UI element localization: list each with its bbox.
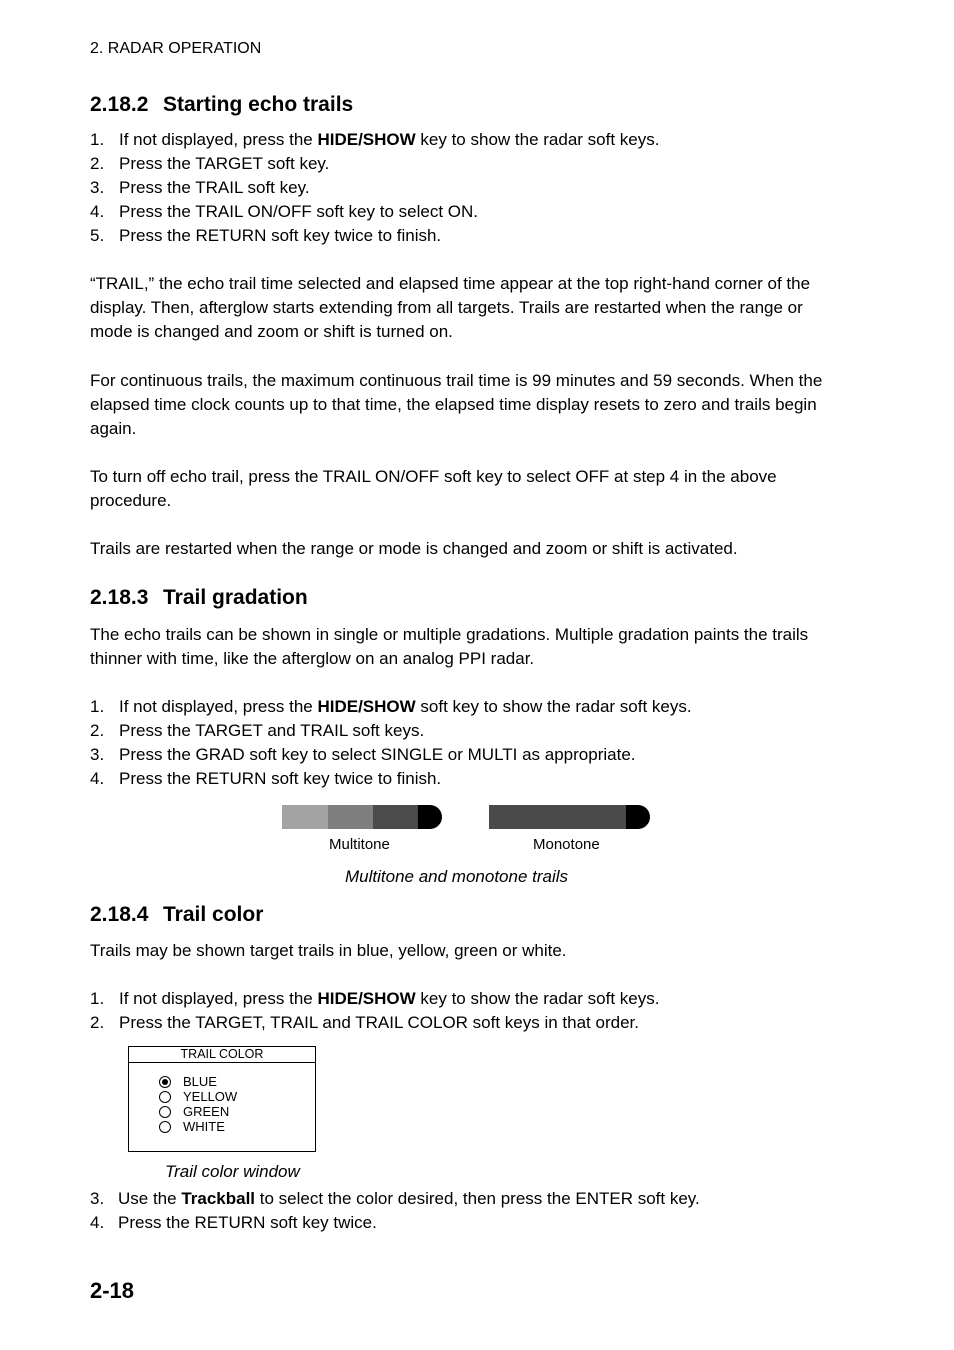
page-number: 2-18 (90, 1278, 135, 1303)
step-number: 2. (90, 154, 105, 173)
key-name: HIDE/SHOW (317, 989, 416, 1008)
radio-icon[interactable] (159, 1106, 171, 1118)
step-item: 2. Press the TARGET, TRAIL and TRAIL COLOR soft keys in that order. (90, 1011, 659, 1035)
step-number: 3. (90, 1189, 105, 1208)
section-heading-2-18-3 (90, 586, 308, 610)
step-number: 2. (90, 1013, 105, 1032)
step-item: 3. Use the Trackball to select the color desired, then press the ENTER soft key. (90, 1187, 700, 1211)
step-item: 3. Press the TRAIL soft key. (90, 176, 659, 200)
step-item: 4. Press the RETURN soft key twice to finish. (90, 767, 692, 791)
monotone-segment (489, 805, 626, 829)
step-item: 3. Press the GRAD soft key to select SINGLE or MULTI as appropriate. (90, 743, 692, 767)
key-name: Trackball (181, 1189, 256, 1208)
key-name: HIDE/SHOW (317, 697, 416, 716)
multitone-segment-mid (328, 805, 373, 829)
step-number: 1. (90, 989, 105, 1008)
color-option-label: YELLOW (183, 1089, 238, 1104)
step-number: 5. (90, 226, 105, 245)
paragraph: The echo trails can be shown in single or multiple gradations. Multiple gradation paints the trails thinner with time, like the afterglow on an analog PPI radar. (90, 625, 809, 669)
radio-icon[interactable] (159, 1121, 171, 1133)
paragraph: Trails may be shown target trails in blue, yellow, green or white. (90, 941, 567, 960)
section-title: Starting echo trails (163, 93, 354, 116)
radio-icon[interactable] (159, 1091, 171, 1103)
step-item: 4. Press the TRAIL ON/OFF soft key to select ON. (90, 200, 659, 224)
steps-list-2-18-4-b (90, 1187, 700, 1235)
trail-color-window (128, 1046, 316, 1152)
window-caption: Trail color window (165, 1162, 300, 1181)
monotone-target-head (626, 805, 650, 829)
paragraph: To turn off echo trail, press the TRAIL ON/OFF soft key to select OFF at step 4 in the above procedure. (90, 467, 777, 511)
section-title: Trail gradation (163, 586, 308, 609)
step-number: 2. (90, 721, 105, 740)
figure-caption: Multitone and monotone trails (345, 867, 569, 886)
steps-list-2-18-3 (90, 695, 692, 791)
paragraph: “TRAIL,” the echo trail time selected and elapsed time appear at the top right-hand corner of the display. Then, afterglow starts extending from all targets. Trails are restarted when the range or mode is changed and zoom or shift is turned on. (90, 274, 811, 342)
steps-list-2-18-2 (90, 128, 659, 248)
step-number: 4. (90, 1213, 105, 1232)
section-heading-2-18-2 (90, 93, 353, 117)
step-number: 3. (90, 178, 105, 197)
step-number: 4. (90, 769, 105, 788)
step-item: 4. Press the RETURN soft key twice. (90, 1211, 700, 1235)
color-option-label: GREEN (183, 1104, 230, 1119)
multitone-label: Multitone (329, 836, 390, 853)
step-item: 2. Press the TARGET soft key. (90, 152, 659, 176)
running-header: 2. RADAR OPERATION (90, 40, 262, 57)
key-name: HIDE/SHOW (317, 130, 416, 149)
step-item: 1. If not displayed, press the HIDE/SHOW key to show the radar soft keys. (90, 987, 659, 1011)
color-option-label: WHITE (183, 1119, 225, 1134)
paragraph: For continuous trails, the maximum continuous trail time is 99 minutes and 59 seconds. When the elapsed time clock counts up to that time, the elapsed time display resets to zero and trails begin again. (90, 371, 823, 439)
section-number: 2.18.4 (90, 903, 149, 926)
multitone-segment-light (282, 805, 328, 829)
step-number: 3. (90, 745, 105, 764)
multitone-target-head (418, 805, 442, 829)
step-number: 1. (90, 130, 105, 149)
step-item: 2. Press the TARGET and TRAIL soft keys. (90, 719, 692, 743)
color-option-label: BLUE (183, 1074, 217, 1089)
step-number: 4. (90, 202, 105, 221)
step-item: 5. Press the RETURN soft key twice to finish. (90, 224, 659, 248)
step-item: 1. If not displayed, press the HIDE/SHOW soft key to show the radar soft keys. (90, 695, 692, 719)
section-number: 2.18.3 (90, 586, 149, 609)
monotone-label: Monotone (533, 836, 600, 853)
paragraph: Trails are restarted when the range or mode is changed and zoom or shift is activated. (90, 539, 738, 558)
radio-selected-icon[interactable] (159, 1076, 171, 1088)
section-title: Trail color (163, 903, 264, 926)
multitone-segment-dark (373, 805, 418, 829)
step-item: 1. If not displayed, press the HIDE/SHOW key to show the radar soft keys. (90, 128, 659, 152)
steps-list-2-18-4-a (90, 987, 659, 1035)
section-number: 2.18.2 (90, 93, 149, 116)
step-number: 1. (90, 697, 105, 716)
trail-color-window-title: TRAIL COLOR (129, 1047, 315, 1063)
section-heading-2-18-4 (90, 903, 263, 927)
